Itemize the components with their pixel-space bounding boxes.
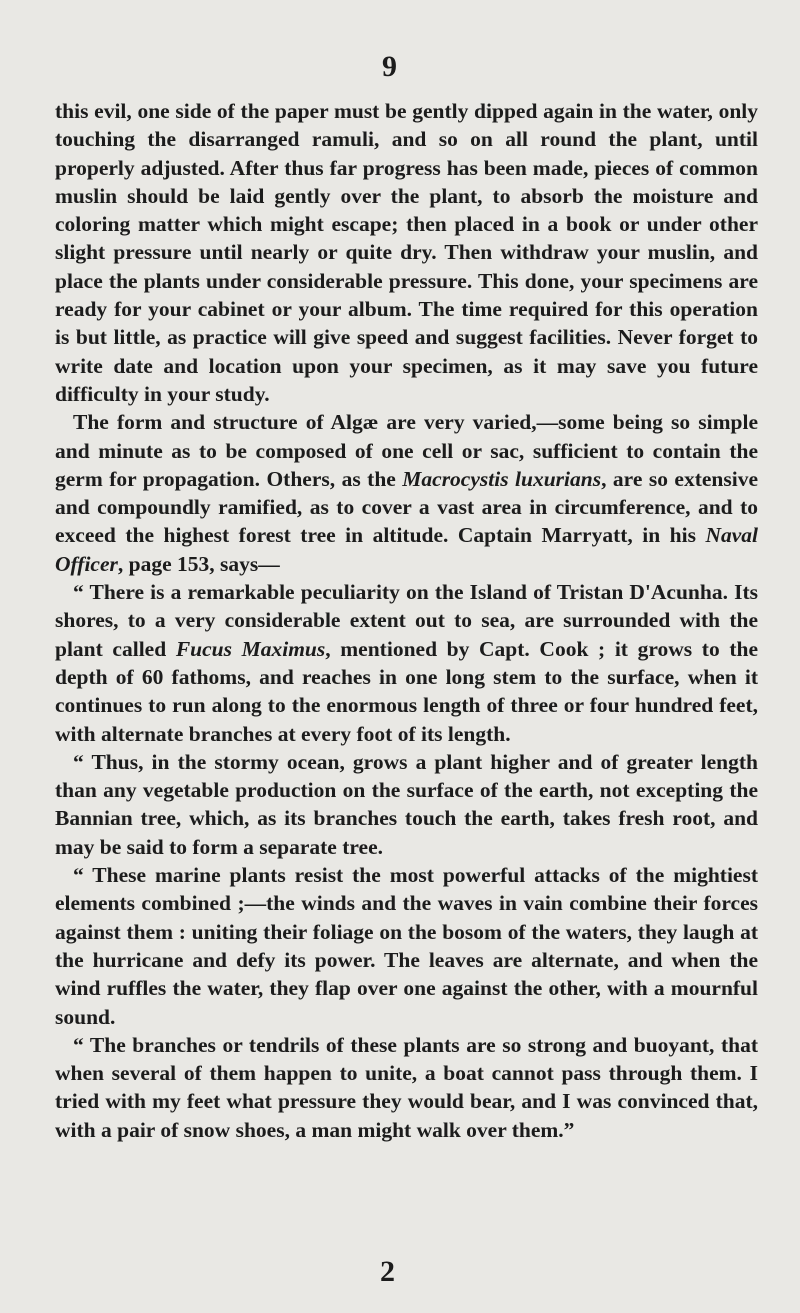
paragraph-3-text-a: “ There is a remarkable peculiarity on the Island of Tristan D'Acunha. Its shores, to a very considerable extent out to sea, are surrounded with the plant called	[55, 580, 758, 661]
paragraph-1-text: this evil, one side of the paper must be gently dipped again in the water, only touching the disarranged ramuli, and so on all round the plant, until properly adjusted. After thus far progress has been made, pieces of common muslin should be laid gently over the plant, to absorb the moisture and coloring matter which might escape; then placed in a book or under other slight pressure until nearly or quite dry. Then withdraw your muslin, and place the plants under considerable pressure. This done, your specimens are ready for your cabinet or your album. The time required for this operation is but little, as practice will give speed and suggest facilities. Never forget to write date and location upon your specimen, as it may save you future difficulty in your study.	[55, 99, 758, 406]
paragraph-5	[55, 861, 758, 1031]
paragraph-6	[55, 1031, 758, 1144]
paragraph-5-text: “ These marine plants resist the most powerful attacks of the mightiest elements combined ;—the winds and the waves in vain combine their forces against them : uniting their foliage on the bosom of the waters, they laugh at the hurricane and defy its power. The leaves are alternate, and when the wind ruffles the water, they flap over one against the other, with a mournful sound.	[55, 863, 758, 1029]
paragraph-6-text: “ The branches or tendrils of these plants are so strong and buoyant, that when several of them happen to unite, a boat cannot pass through them. I tried with my feet what pressure they would bear, and I was convinced that, with a pair of snow shoes, a man might walk over them.”	[55, 1032, 758, 1142]
page-number: 9	[382, 50, 397, 83]
paragraph-4-text: “ Thus, in the stormy ocean, grows a plant higher and of greater length than any vegetable production on the surface of the earth, not excepting the Bannian tree, which, as its branches touch the earth, takes fresh root, and may be said to form a separate tree.	[55, 749, 758, 859]
species-name-macrocystis: Macrocystis luxurians	[402, 466, 602, 491]
book-title-naval-officer: Naval Officer	[55, 523, 758, 576]
paragraph-1	[55, 97, 758, 408]
paragraph-2-text-a: The form and structure of Algæ are very varied,—some being so simple and minute as to be composed of one cell or sac, sufficient to contain the germ for propagation. Others, as the	[55, 410, 758, 491]
paragraph-2-text-b: , are so extensive and compoundly ramified, as to cover a vast area in circumference, and to exceed the highest forest tree in altitude. Captain Marryatt, in his	[55, 466, 758, 548]
paragraph-3-text-b: , mentioned by Capt. Cook ; it grows to the depth of 60 fathoms, and reaches in one long stem to the surface, when it continues to run along to the enormous length of three or four hundred feet, with alternate branches at every foot of its length.	[55, 636, 758, 746]
signature-mark: 2	[380, 1255, 395, 1288]
paragraph-2-text-c: , page 153, says—	[117, 551, 280, 576]
paragraph-4	[55, 748, 758, 861]
paragraph-3	[55, 578, 758, 748]
species-name-fucus: Fucus Maximus	[175, 636, 326, 661]
paragraph-2	[55, 408, 758, 578]
body-text	[55, 97, 758, 1144]
